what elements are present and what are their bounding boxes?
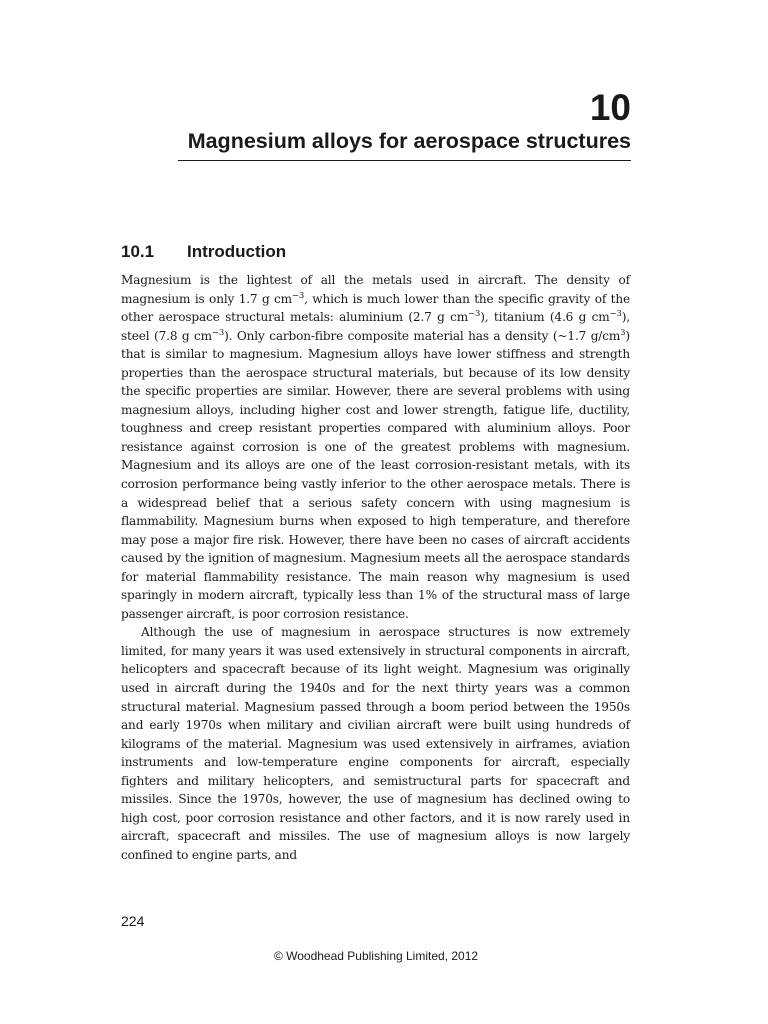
paragraph-2: Although the use of magnesium in aerospace structures is now extremely limited, for many years it was used extensively in structural components in aircraft, helicopters and spacecraft because of its light weight. Magnesium was originally used in aircraft during the 1940s and for the next thirty years was a common structural material. Magnesium passed through a boom period between the 1950s and early 1970s when military and civilian aircraft were built using hundreds of kilograms of the material. Magnesium was used extensively in airframes, aviation instruments and low-temperature engine components for aircraft, especially fighters and military helicopters, and semistructural parts for spacecraft and missiles. Since the 1970s, however, the use of magnesium has declined owing to high cost, poor corrosion resistance and other factors, and it is now rarely used in aircraft, spacecraft and missiles. The use of magnesium alloys is now largely confined to engine parts, and xyxy=(121,625,630,862)
paragraph-1: Magnesium is the lightest of all the metals used in aircraft. The density of magnesium is only 1.7 g $cm^{-3}$, which is much lower than the specific gravity of the other aerospace structural metals: aluminium (2.7 g $cm^{-3}$), titanium (4.6 g $cm^{-3}$), steel (7.8 g $cm^{-3}$). Only carbon-fibre composite material has a density (~1.7 $g/cm^3$) that is similar to magnesium. Magnesium alloys have lower stiffness and strength properties than the aerospace structural materials, but because of its low density the specific properties are similar. However, there are several problems with using magnesium alloys, including higher cost and lower strength, fatigue life, ductility, toughness and creep resistant properties compared with aluminium alloys. Poor resistance against corrosion is one of the greatest problems with magnesium. Magnesium and its alloys are one of the least corrosion-resistant metals, with its corrosion performance being vastly inferior to the other aerospace metals. There is a widespread belief that a serious safety concern with using magnesium is flammability. Magnesium burns when exposed to high temperature, and therefore may pose a major fire risk. However, there have been no cases of aircraft accidents caused by the ignition of magnesium. Magnesium meets all the aerospace standards for material flammability resistance. The main reason why magnesium is used sparingly in modern aircraft, typically less than 1% of the structural mass of large passenger aircraft, is poor corrosion resistance. xyxy=(121,273,630,621)
copyright-notice: © Woodhead Publishing Limited, 2012 xyxy=(273,949,479,963)
section-heading xyxy=(121,240,286,264)
chapter-title: Magnesium alloys for aerospace structures xyxy=(187,129,631,153)
page-number: 224 xyxy=(121,913,145,929)
section-number: 10.1 xyxy=(121,242,155,261)
body-text xyxy=(121,271,630,865)
chapter-number: 10 xyxy=(589,87,631,128)
section-title: Introduction xyxy=(187,242,287,261)
chapter-title-rule xyxy=(178,160,631,161)
